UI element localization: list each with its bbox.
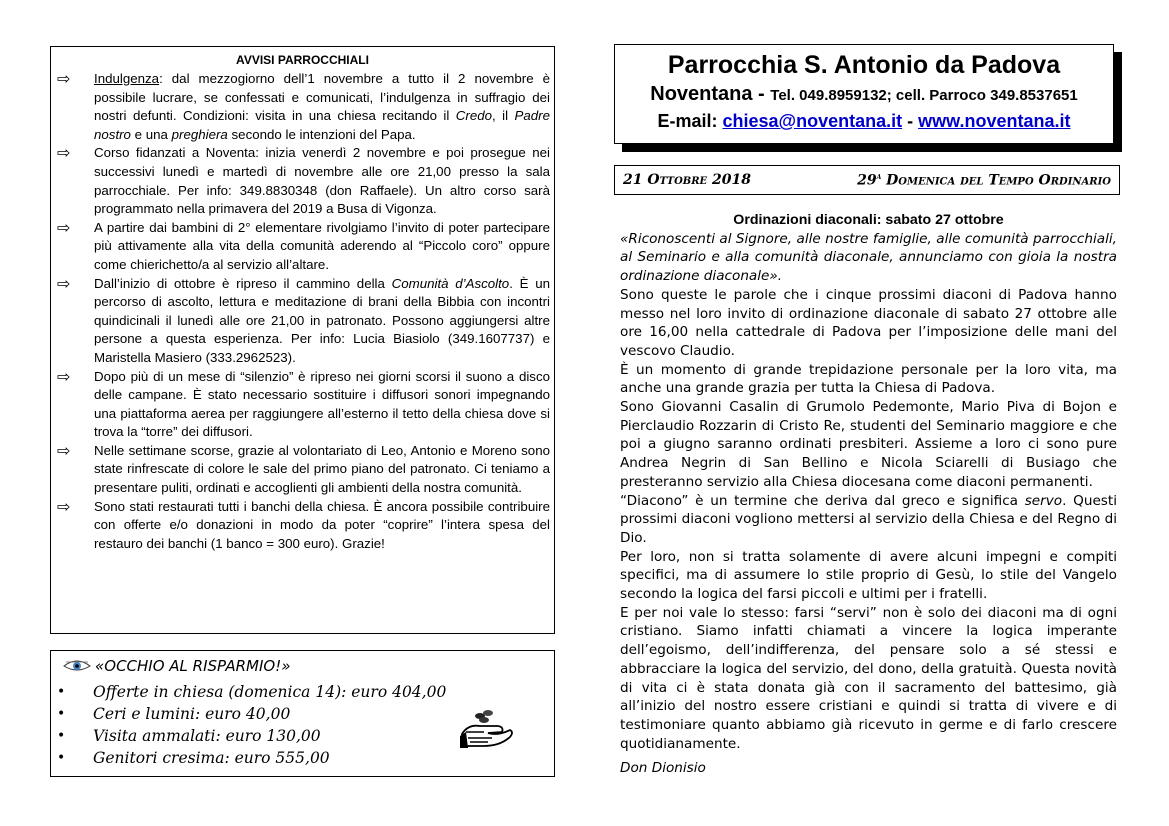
separator: - — [902, 111, 919, 131]
right-arrow-outline-icon: ⇨ — [57, 217, 71, 237]
avvisi-item-banchi — [57, 496, 550, 554]
list-item — [51, 703, 446, 725]
eye-icon — [63, 659, 91, 673]
article-paragraph — [620, 492, 1117, 548]
liturgical-sunday — [857, 172, 1111, 189]
article-paragraph: Sono queste le parole che i cinque prossimi diaconi di Padova hanno messo nel loro invito di ordinazione diaconale di sabato 27 ottobre alle ore 16,00 nella cattedrale di Padova per l’imposizione delle mani del vescovo Claudio. — [620, 286, 1117, 359]
town-name: Noventana - — [650, 83, 771, 105]
avvisi-item-sale-patronato — [57, 440, 550, 498]
item-text: e una — [130, 126, 172, 142]
date-bar — [614, 165, 1120, 195]
item-text: . Questi prossimi diaconi vogliono mettersi al servizio della Chiesa e del Regno di Dio. — [620, 492, 1117, 546]
issue-date: 21 Ottobre 2018 — [623, 172, 752, 188]
item-text: Comunità d’Ascolto — [391, 275, 510, 291]
item-text: Padre nostro — [94, 108, 550, 142]
item-text: “Diacono” è un termine che deriva dal greco e significa — [620, 492, 1025, 509]
article-paragraph: È un momento di grande trepidazione personale per la loro vita, ma anche una grande grazia per tutta la Chiesa di Padova. — [620, 361, 1117, 397]
sunday-number: 29 — [857, 172, 877, 189]
occhio-title-row — [63, 657, 290, 675]
email-link[interactable]: chiesa@noventana.it — [722, 111, 903, 131]
occhio-title: «OCCHIO AL RISPARMIO!» — [95, 657, 291, 675]
right-arrow-outline-icon: ⇨ — [57, 440, 71, 460]
right-arrow-outline-icon: ⇨ — [57, 273, 71, 293]
bullet-icon: • — [57, 728, 66, 744]
item-text: secondo le intenzioni del Papa. — [227, 126, 416, 142]
ordinal-suffix: a — [876, 171, 882, 182]
item-text: servo — [1024, 492, 1063, 509]
item-text: Credo — [455, 108, 493, 124]
item-text: : dal mezzogiorno dell’1 novembre a tutto il 2 novembre è possibile lucrare, se confessati e comunicati, l’indulgenza in suffragio dei nostri defunti. Condizioni: visita in una chiesa recitando il — [94, 71, 550, 124]
item-text: Corso fidanzati a Noventa: inizia venerdì 2 novembre e poi prosegue nei successivi lunedì e martedì di novembre alle ore 21,00 presso la sala parrocchiale. Per info: 349.8830348 (don Raffaele). Un altro corso sarà programmato nella primavera del 2019 a Busa di Vigonza. — [94, 145, 550, 217]
phone-numbers: Tel. 049.8959132; cell. Parroco 349.8537651 — [770, 87, 1078, 104]
avvisi-box — [50, 46, 555, 634]
website-link[interactable]: www.noventana.it — [918, 111, 1071, 131]
item-text: Dall’inizio di ottobre è ripreso il cammino della — [94, 275, 392, 291]
hands-giving-coins-icon — [458, 706, 516, 752]
avvisi-item-campane — [57, 366, 550, 442]
avvisi-item-corso-fidanzati — [57, 143, 550, 218]
bullet-icon: • — [57, 706, 66, 722]
item-text: Ceri e lumini: euro 40,00 — [93, 705, 291, 723]
right-arrow-outline-icon: ⇨ — [57, 143, 71, 163]
right-arrow-outline-icon: ⇨ — [57, 366, 71, 386]
list-item — [51, 725, 446, 747]
item-text: , il — [492, 108, 515, 124]
avvisi-item-piccolo-coro — [57, 217, 550, 275]
parish-title: Parrocchia S. Antonio da Padova — [667, 51, 1061, 79]
list-item — [51, 681, 446, 703]
email-label: E-mail: — [657, 111, 723, 131]
contact-line — [615, 81, 1113, 109]
article-paragraph: E per noi vale lo stesso: farsi “servi” non è solo dei diaconi ma di ogni cristiano. Siamo infatti chiamati a vincere la logica imperante dell’egoismo, dell’indifferenza, del pensare solo a sé stessi e abbracciare la logica del servizio, del dono, della gratuità. Questa novità di vita ci è stata donata già con il sacramento del battesimo, già all’inizio del nostro essere cristiani e quindi si tratta di vivere e di testimoniare quanto abbiamo già ricevuto in germe e di farlo crescere quotidianamente. — [620, 604, 1117, 752]
article-paragraph: Per loro, non si tratta solamente di avere alcuni impegni e compiti specifici, ma di assumere lo stile proprio di Gesù, lo stile del Vangelo secondo la logica del farsi piccoli e ultimi per i fratelli. — [620, 548, 1117, 603]
list-item — [51, 747, 446, 769]
item-text: preghiera — [171, 126, 228, 142]
article-quote: «Riconoscenti al Signore, alle nostre famiglie, alle comunità parrocchiali, al Seminario e alla comunità diaconale, annunciamo con gioia la nostra ordinazione diaconale». — [620, 230, 1117, 285]
indulgenza-label: Indulgenza — [94, 71, 160, 86]
occhio-list — [51, 681, 446, 769]
article-title: Ordinazioni diaconali: sabato 27 ottobre — [733, 212, 1004, 228]
avvisi-item-indulgenza — [57, 69, 550, 144]
article-paragraph: Sono Giovanni Casalin di Grumolo Pedemonte, Mario Piva di Bojon e Pierclaudio Rozzarin di Cristo Re, studenti del Seminario maggiore e che poi a giugno saranno ordinati presbiteri. Assieme a loro ci sono pure Andrea Negrin di San Bellino e Nicola Sciarelli di Busiago che presteranno servizio alla Chiesa diocesana come diaconi permanenti. — [620, 399, 1117, 490]
item-text: . È un percorso di ascolto, lettura e meditazione di brani della Bibbia con incontri quindicinali il lunedì alle ore 21,00 in patronato. Possono aggiungersi altre persone a questa esperienza. Per info: Lucia Biasiolo (349.1607737) e Maristella Masiero (333.2962523). — [94, 275, 550, 365]
item-text: Sono stati restaurati tutti i banchi della chiesa. È ancora possibile contribuire con offerte e/o donazioni in modo da poter “coprire” l’intera spesa del restauro dei banchi (1 banco = 300 euro). Grazie! — [94, 498, 550, 551]
avvisi-title: AVVISI PARROCCHIALI — [236, 53, 369, 67]
parish-header — [614, 44, 1114, 144]
article-ordinazioni — [620, 211, 1117, 778]
bullet-icon: • — [57, 750, 66, 766]
item-text: Dopo più di un mese di “silenzio” è ripreso nei giorni scorsi il suono a disco delle campane. È stato necessario sostituire i diffusori sonori impegnando una piattaforma aerea per raggiungere all’esterno il tetto della chiesa dove si trova la “torre” dei diffusori. — [94, 368, 550, 440]
avvisi-list — [51, 70, 554, 553]
right-arrow-outline-icon: ⇨ — [57, 496, 71, 516]
signature: Don Dionisio — [620, 760, 706, 777]
bullet-icon: • — [57, 684, 66, 700]
item-text: Visita ammalati: euro 130,00 — [93, 727, 321, 745]
item-text: A partire dai bambini di 2° elementare rivolgiamo l’invito di poter partecipare più attivamente alla vita della comunità aderendo al “Piccolo coro” oppure come chierichetto/a al servizio all’altare. — [94, 219, 550, 272]
avvisi-item-comunita-ascolto — [57, 273, 550, 368]
right-arrow-outline-icon: ⇨ — [57, 69, 71, 88]
web-line — [615, 109, 1113, 133]
sunday-name: Domenica del Tempo Ordinario — [881, 172, 1111, 189]
item-text: Nelle settimane scorse, grazie al volontariato di Leo, Antonio e Moreno sono state rinfrescate di colore le sale del primo piano del patronato. Ci teniamo a presentare puliti, ordinati e accoglienti gli ambienti della nostra comunità. — [94, 442, 550, 496]
item-text: Genitori cresima: euro 555,00 — [93, 749, 330, 767]
item-text: Offerte in chiesa (domenica 14): euro 404,00 — [93, 683, 447, 701]
